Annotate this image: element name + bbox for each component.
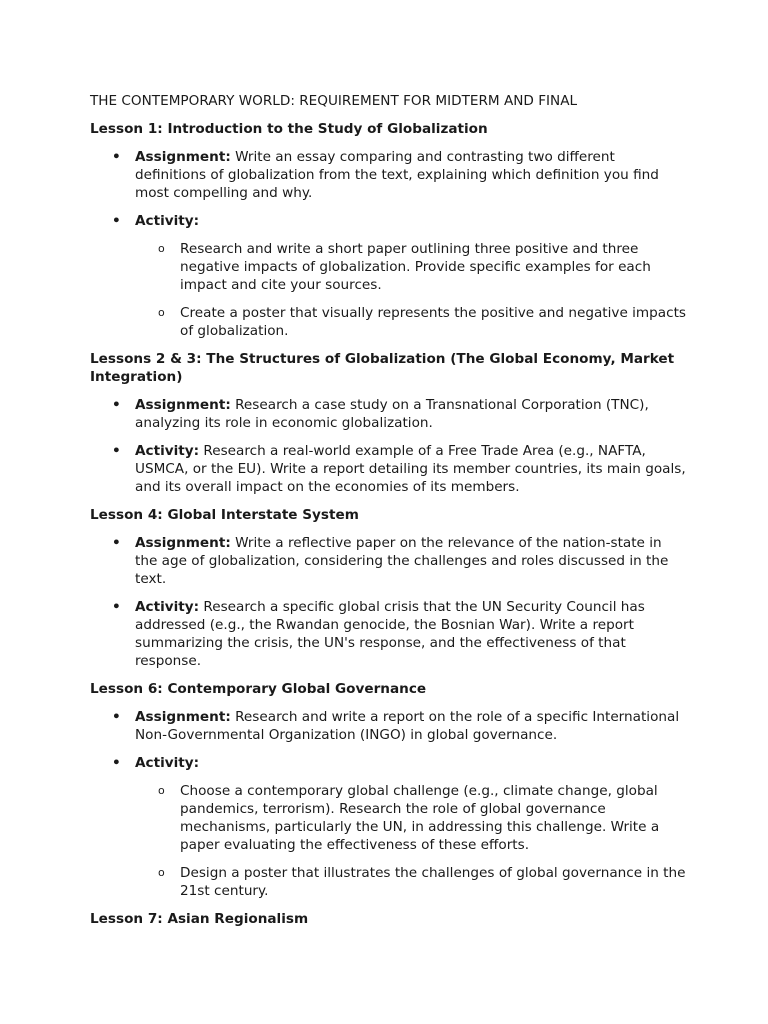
list-item	[90, 754, 686, 900]
document-title: THE CONTEMPORARY WORLD: REQUIREMENT FOR MIDTERM AND FINAL	[90, 93, 578, 109]
item-text: Research a real-world example of a Free Trade Area (e.g., NAFTA, USMCA, or the EU). Write a report detailing its member countries, its main goals, and its overall impact on the economies of its members.	[135, 443, 686, 495]
sub-bullet-icon: o	[158, 242, 165, 255]
item-text: Research a case study on a Transnational Corporation (TNC), analyzing its role in economic globalization.	[135, 397, 649, 431]
list-item	[90, 212, 686, 340]
sub-bullet-icon: o	[158, 306, 165, 319]
sub-items-list	[135, 240, 686, 340]
lesson-items-list	[90, 708, 686, 900]
list-item	[90, 534, 686, 588]
item-text: Research a specific global crisis that the UN Security Council has addressed (e.g., the Rwandan genocide, the Bosnian War). Write a report summarizing the crisis, the UN's response, and the effectiveness of that response.	[135, 599, 645, 669]
lesson-items-list	[90, 148, 686, 340]
item-label: Assignment:	[135, 397, 231, 413]
list-item	[90, 708, 686, 744]
bullet-icon: •	[112, 443, 121, 459]
bullet-icon: •	[112, 599, 121, 615]
item-label: Activity:	[135, 213, 200, 229]
lesson-heading: Lesson 4: Global Interstate System	[90, 507, 359, 523]
bullet-icon: •	[112, 213, 121, 229]
sub-item-text: Choose a contemporary global challenge (e.g., climate change, global pandemics, terrorism). Research the role of global governance mechanisms, particularly the UN, in addressing this challenge. Write a paper evaluating the effectiveness of these efforts.	[180, 783, 660, 853]
bullet-icon: •	[112, 709, 121, 725]
sub-list-item	[135, 782, 686, 854]
list-item	[90, 396, 686, 432]
bullet-icon: •	[112, 535, 121, 551]
lesson-items-list	[90, 396, 686, 496]
lesson-heading: Lesson 7: Asian Regionalism	[90, 911, 309, 927]
sub-bullet-icon: o	[158, 784, 165, 797]
item-label: Activity:	[135, 599, 200, 615]
item-text: Write a reflective paper on the relevance of the nation-state in the age of globalization, considering the challenges and roles discussed in the text.	[135, 535, 669, 587]
item-text: Research and write a report on the role of a specific International Non-Governmental Organization (INGO) in global governance.	[135, 709, 680, 743]
lesson-items-list	[90, 534, 686, 670]
bullet-icon: •	[112, 755, 121, 771]
lessons-container	[90, 120, 686, 928]
sub-bullet-icon: o	[158, 866, 165, 879]
sub-item-text: Design a poster that illustrates the challenges of global governance in the 21st century.	[180, 865, 686, 899]
lesson-heading: Lesson 1: Introduction to the Study of Globalization	[90, 121, 488, 137]
item-label: Activity:	[135, 755, 200, 771]
item-label: Assignment:	[135, 709, 231, 725]
sub-items-list	[135, 782, 686, 900]
bullet-icon: •	[112, 149, 121, 165]
sub-item-text: Research and write a short paper outlining three positive and three negative impacts of globalization. Provide specific examples for each impact and cite your sources.	[180, 241, 651, 293]
item-label: Activity:	[135, 443, 200, 459]
sub-list-item	[135, 240, 686, 294]
list-item	[90, 598, 686, 670]
lesson-heading: Lessons 2 & 3: The Structures of Globalization (The Global Economy, Market Integration)	[90, 351, 675, 385]
document-page	[90, 92, 686, 938]
bullet-icon: •	[112, 397, 121, 413]
item-text: Write an essay comparing and contrasting two different definitions of globalization from the text, explaining which definition you find most compelling and why.	[135, 149, 659, 201]
list-item	[90, 148, 686, 202]
sub-list-item	[135, 304, 686, 340]
sub-list-item	[135, 864, 686, 900]
item-label: Assignment:	[135, 149, 231, 165]
list-item	[90, 442, 686, 496]
sub-item-text: Create a poster that visually represents the positive and negative impacts of globalization.	[180, 305, 687, 339]
item-label: Assignment:	[135, 535, 231, 551]
lesson-heading: Lesson 6: Contemporary Global Governance	[90, 681, 427, 697]
